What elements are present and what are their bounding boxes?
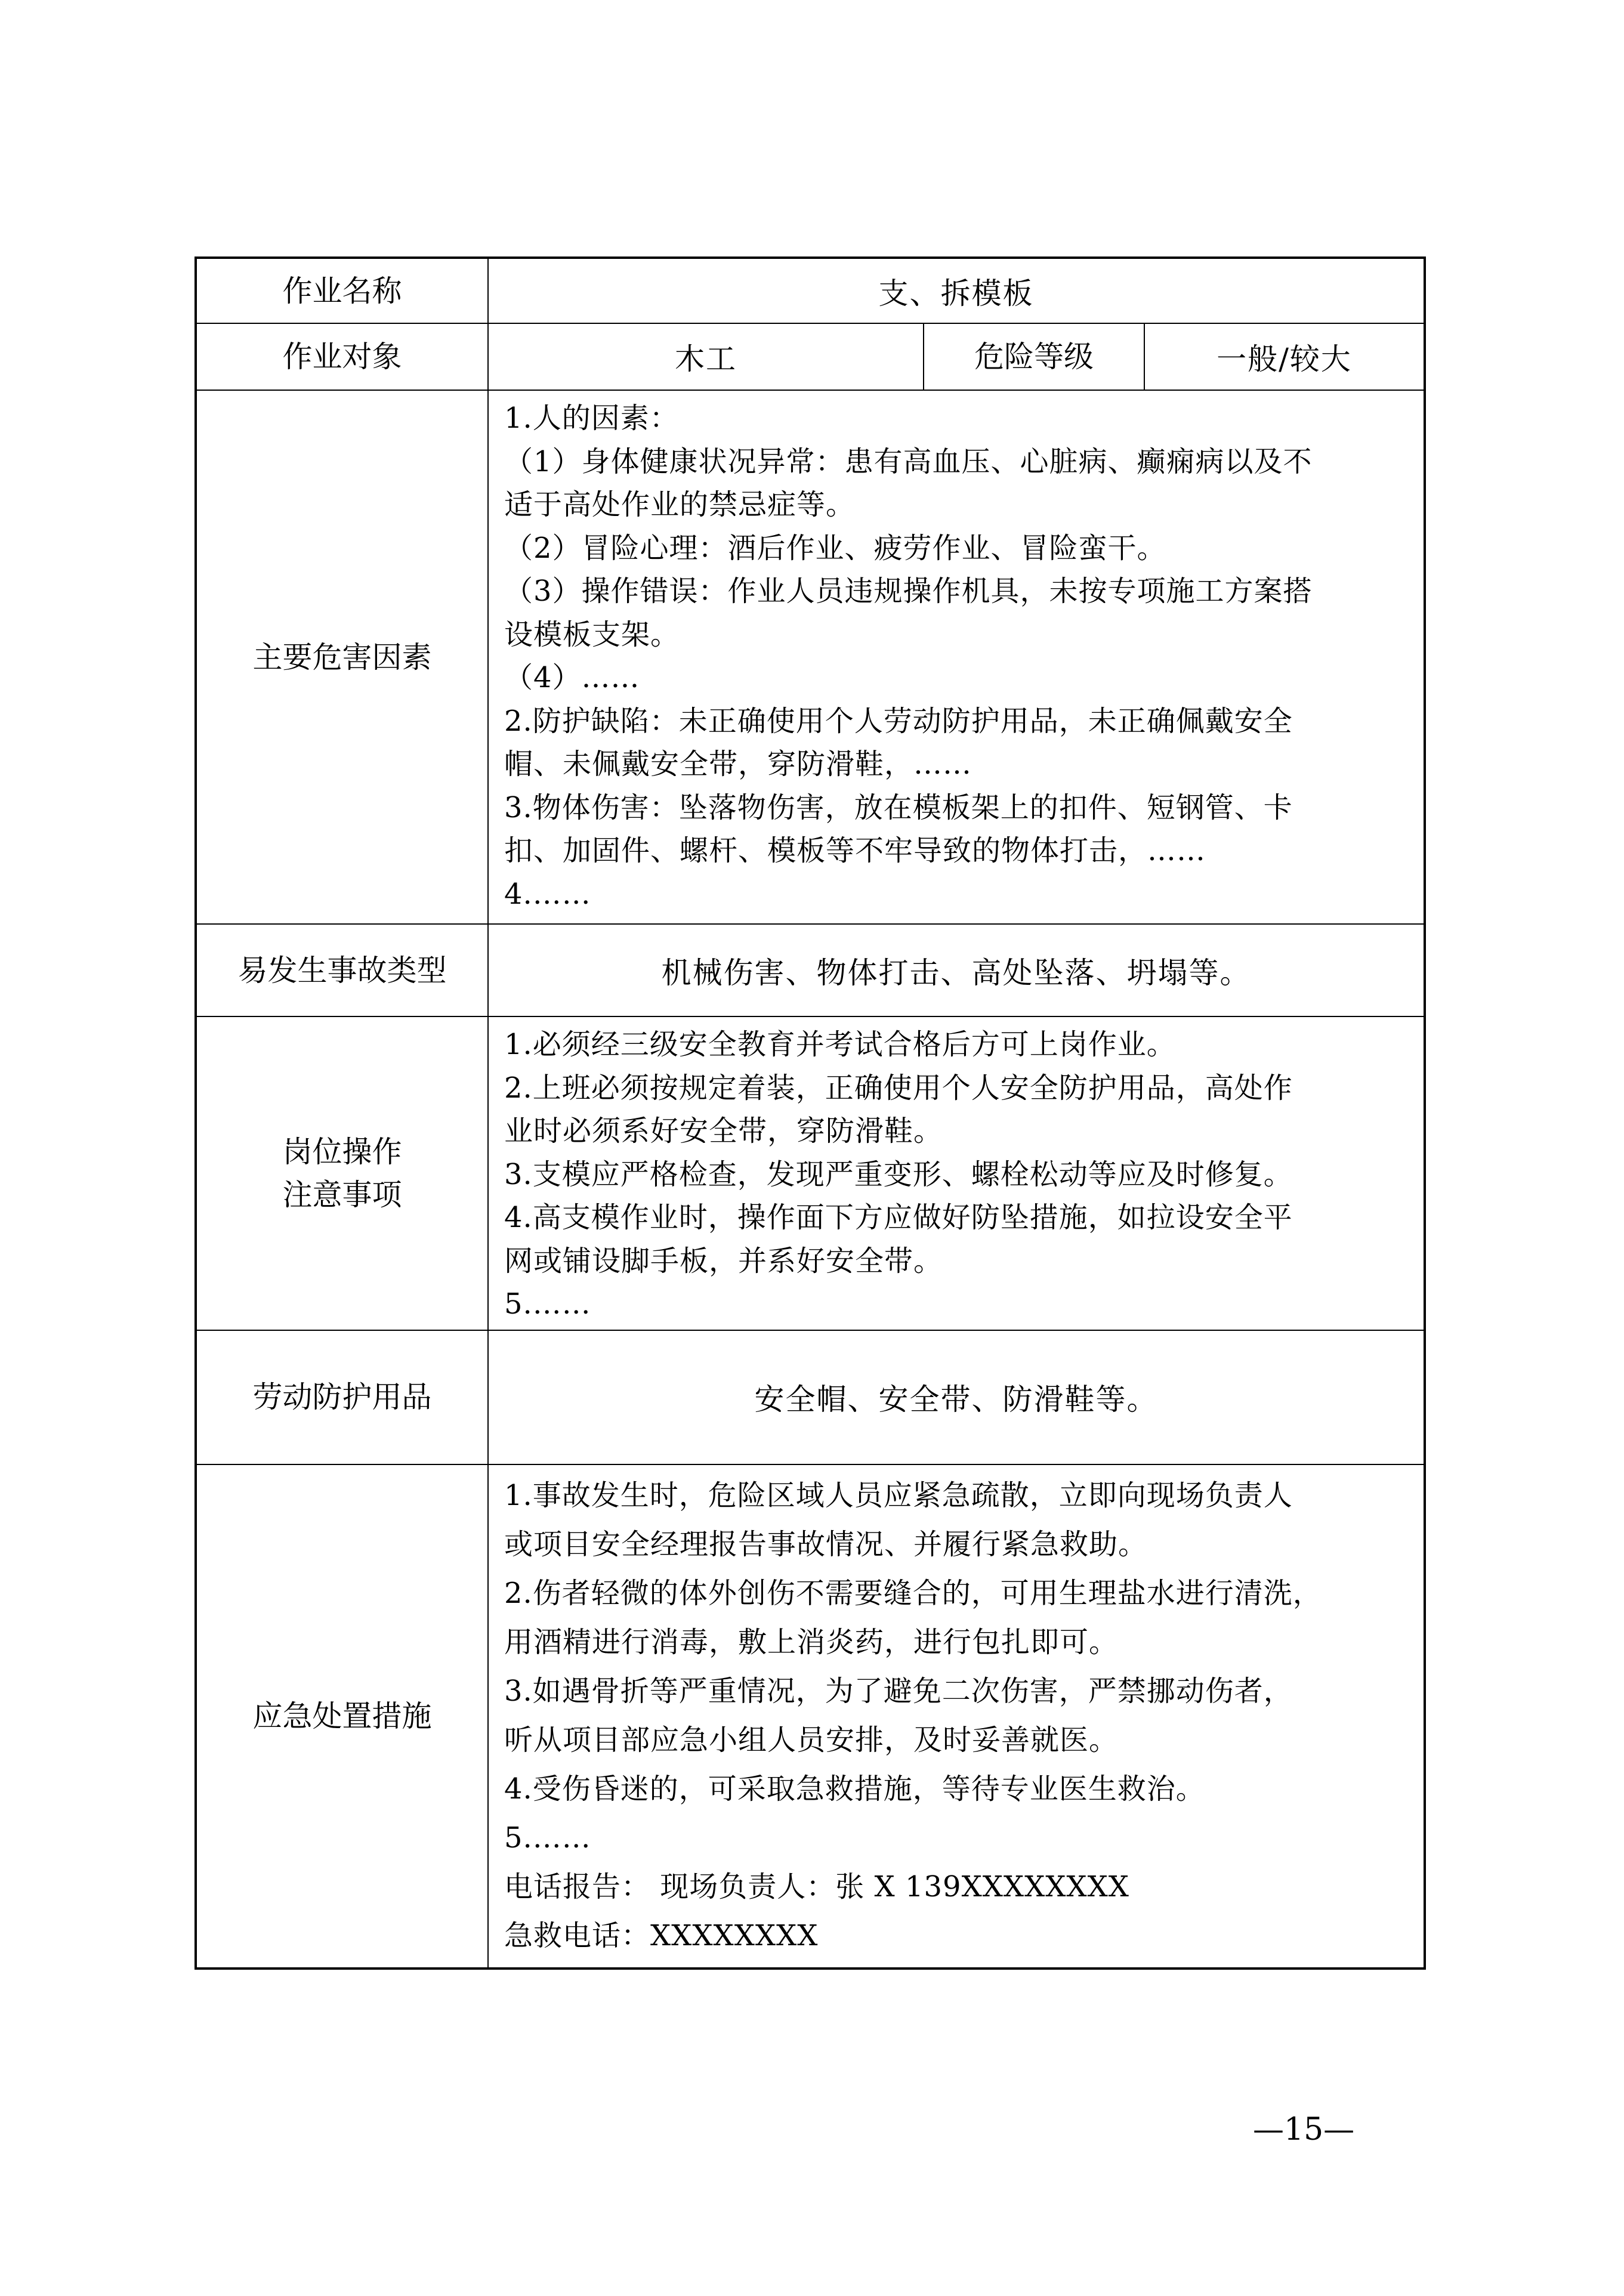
emergency-content bbox=[488, 1464, 1425, 1969]
hazards-label: 主要危害因素 bbox=[196, 390, 488, 924]
hazard-line: 扣、加固件、螺杆、模板等不牢导致的物体打击，…… bbox=[504, 834, 1206, 867]
hazard-line: 帽、未佩戴安全带，穿防滑鞋，…… bbox=[504, 747, 972, 781]
hazard-line: 适于高处作业的禁忌症等。 bbox=[504, 488, 856, 521]
hazard-line: （1）身体健康状况异常：患有高血压、心脏病、癫痫病以及不 bbox=[504, 444, 1313, 478]
hazard-line: 设模板支架。 bbox=[504, 617, 680, 651]
hazard-line: 4.…… bbox=[504, 877, 591, 911]
accident-types-label: 易发生事故类型 bbox=[196, 924, 488, 1016]
row-operation-notes bbox=[196, 1016, 1425, 1330]
emergency-line: 用酒精进行消毒，敷上消炎药，进行包扎即可。 bbox=[504, 1625, 1119, 1659]
row-job-target bbox=[196, 323, 1425, 390]
ops-line: 3.支模应严格检查，发现严重变形、螺栓松动等应及时修复。 bbox=[504, 1157, 1293, 1191]
ppe-value: 安全帽、安全带、防滑鞋等。 bbox=[488, 1330, 1425, 1464]
ops-label-line1: 岗位操作 bbox=[282, 1134, 402, 1169]
hazard-line: （2）冒险心理：酒后作业、疲劳作业、冒险蛮干。 bbox=[504, 531, 1166, 565]
ops-label-line2: 注意事项 bbox=[282, 1177, 402, 1212]
emergency-line: 5.…… bbox=[504, 1821, 591, 1855]
risk-level-label: 危险等级 bbox=[924, 323, 1144, 390]
emergency-label: 应急处置措施 bbox=[196, 1464, 488, 1969]
hazard-line: 2.防护缺陷：未正确使用个人劳动防护用品，未正确佩戴安全 bbox=[504, 704, 1293, 738]
hazard-line: 3.物体伤害：坠落物伤害，放在模板架上的扣件、短钢管、卡 bbox=[504, 790, 1293, 824]
ops-line: 5.…… bbox=[504, 1287, 591, 1321]
row-accident-types bbox=[196, 924, 1425, 1016]
hazard-line: （4）…… bbox=[504, 661, 640, 694]
page-number: —15— bbox=[1253, 2112, 1355, 2147]
ops-line: 1.必须经三级安全教育并考试合格后方可上岗作业。 bbox=[504, 1028, 1176, 1061]
emergency-line: 3.如遇骨折等严重情况，为了避免二次伤害，严禁挪动伤者， bbox=[504, 1674, 1293, 1708]
ops-line: 网或铺设脚手板，并系好安全带。 bbox=[504, 1244, 943, 1278]
emergency-line: 1.事故发生时，危险区域人员应紧急疏散，立即向现场负责人 bbox=[504, 1478, 1293, 1512]
job-safety-table bbox=[194, 257, 1426, 1970]
ops-content bbox=[488, 1016, 1425, 1330]
ops-line: 4.高支模作业时，操作面下方应做好防坠措施，如拉设安全平 bbox=[504, 1201, 1293, 1234]
accident-types-value: 机械伤害、物体打击、高处坠落、坍塌等。 bbox=[488, 924, 1425, 1016]
job-name-value: 支、拆模板 bbox=[488, 258, 1425, 323]
ops-line: 业时必须系好安全带，穿防滑鞋。 bbox=[504, 1114, 943, 1148]
risk-level-value: 一般/较大 bbox=[1144, 323, 1425, 390]
ppe-label: 劳动防护用品 bbox=[196, 1330, 488, 1464]
emergency-line: 4.受伤昏迷的，可采取急救措施，等待专业医生救治。 bbox=[504, 1772, 1205, 1806]
emergency-line: 急救电话：XXXXXXXX bbox=[504, 1918, 819, 1952]
hazard-line: 1.人的因素： bbox=[504, 401, 679, 435]
row-job-name bbox=[196, 258, 1425, 323]
hazards-content bbox=[488, 390, 1425, 924]
job-name-label: 作业名称 bbox=[196, 258, 488, 323]
row-emergency bbox=[196, 1464, 1425, 1969]
emergency-line: 或项目安全经理报告事故情况、并履行紧急救助。 bbox=[504, 1527, 1148, 1561]
job-target-label: 作业对象 bbox=[196, 323, 488, 390]
job-target-value: 木工 bbox=[488, 323, 924, 390]
hazard-line: （3）操作错误：作业人员违规操作机具，未按专项施工方案搭 bbox=[504, 574, 1313, 608]
row-ppe bbox=[196, 1330, 1425, 1464]
emergency-line: 电话报告： 现场负责人：张 X 139XXXXXXXX bbox=[504, 1869, 1129, 1903]
row-hazards bbox=[196, 390, 1425, 924]
emergency-line: 听从项目部应急小组人员安排，及时妥善就医。 bbox=[504, 1723, 1119, 1757]
ops-label bbox=[196, 1016, 488, 1330]
ops-line: 2.上班必须按规定着装，正确使用个人安全防护用品，高处作 bbox=[504, 1071, 1293, 1105]
emergency-line: 2.伤者轻微的体外创伤不需要缝合的，可用生理盐水进行清洗， bbox=[504, 1576, 1322, 1610]
